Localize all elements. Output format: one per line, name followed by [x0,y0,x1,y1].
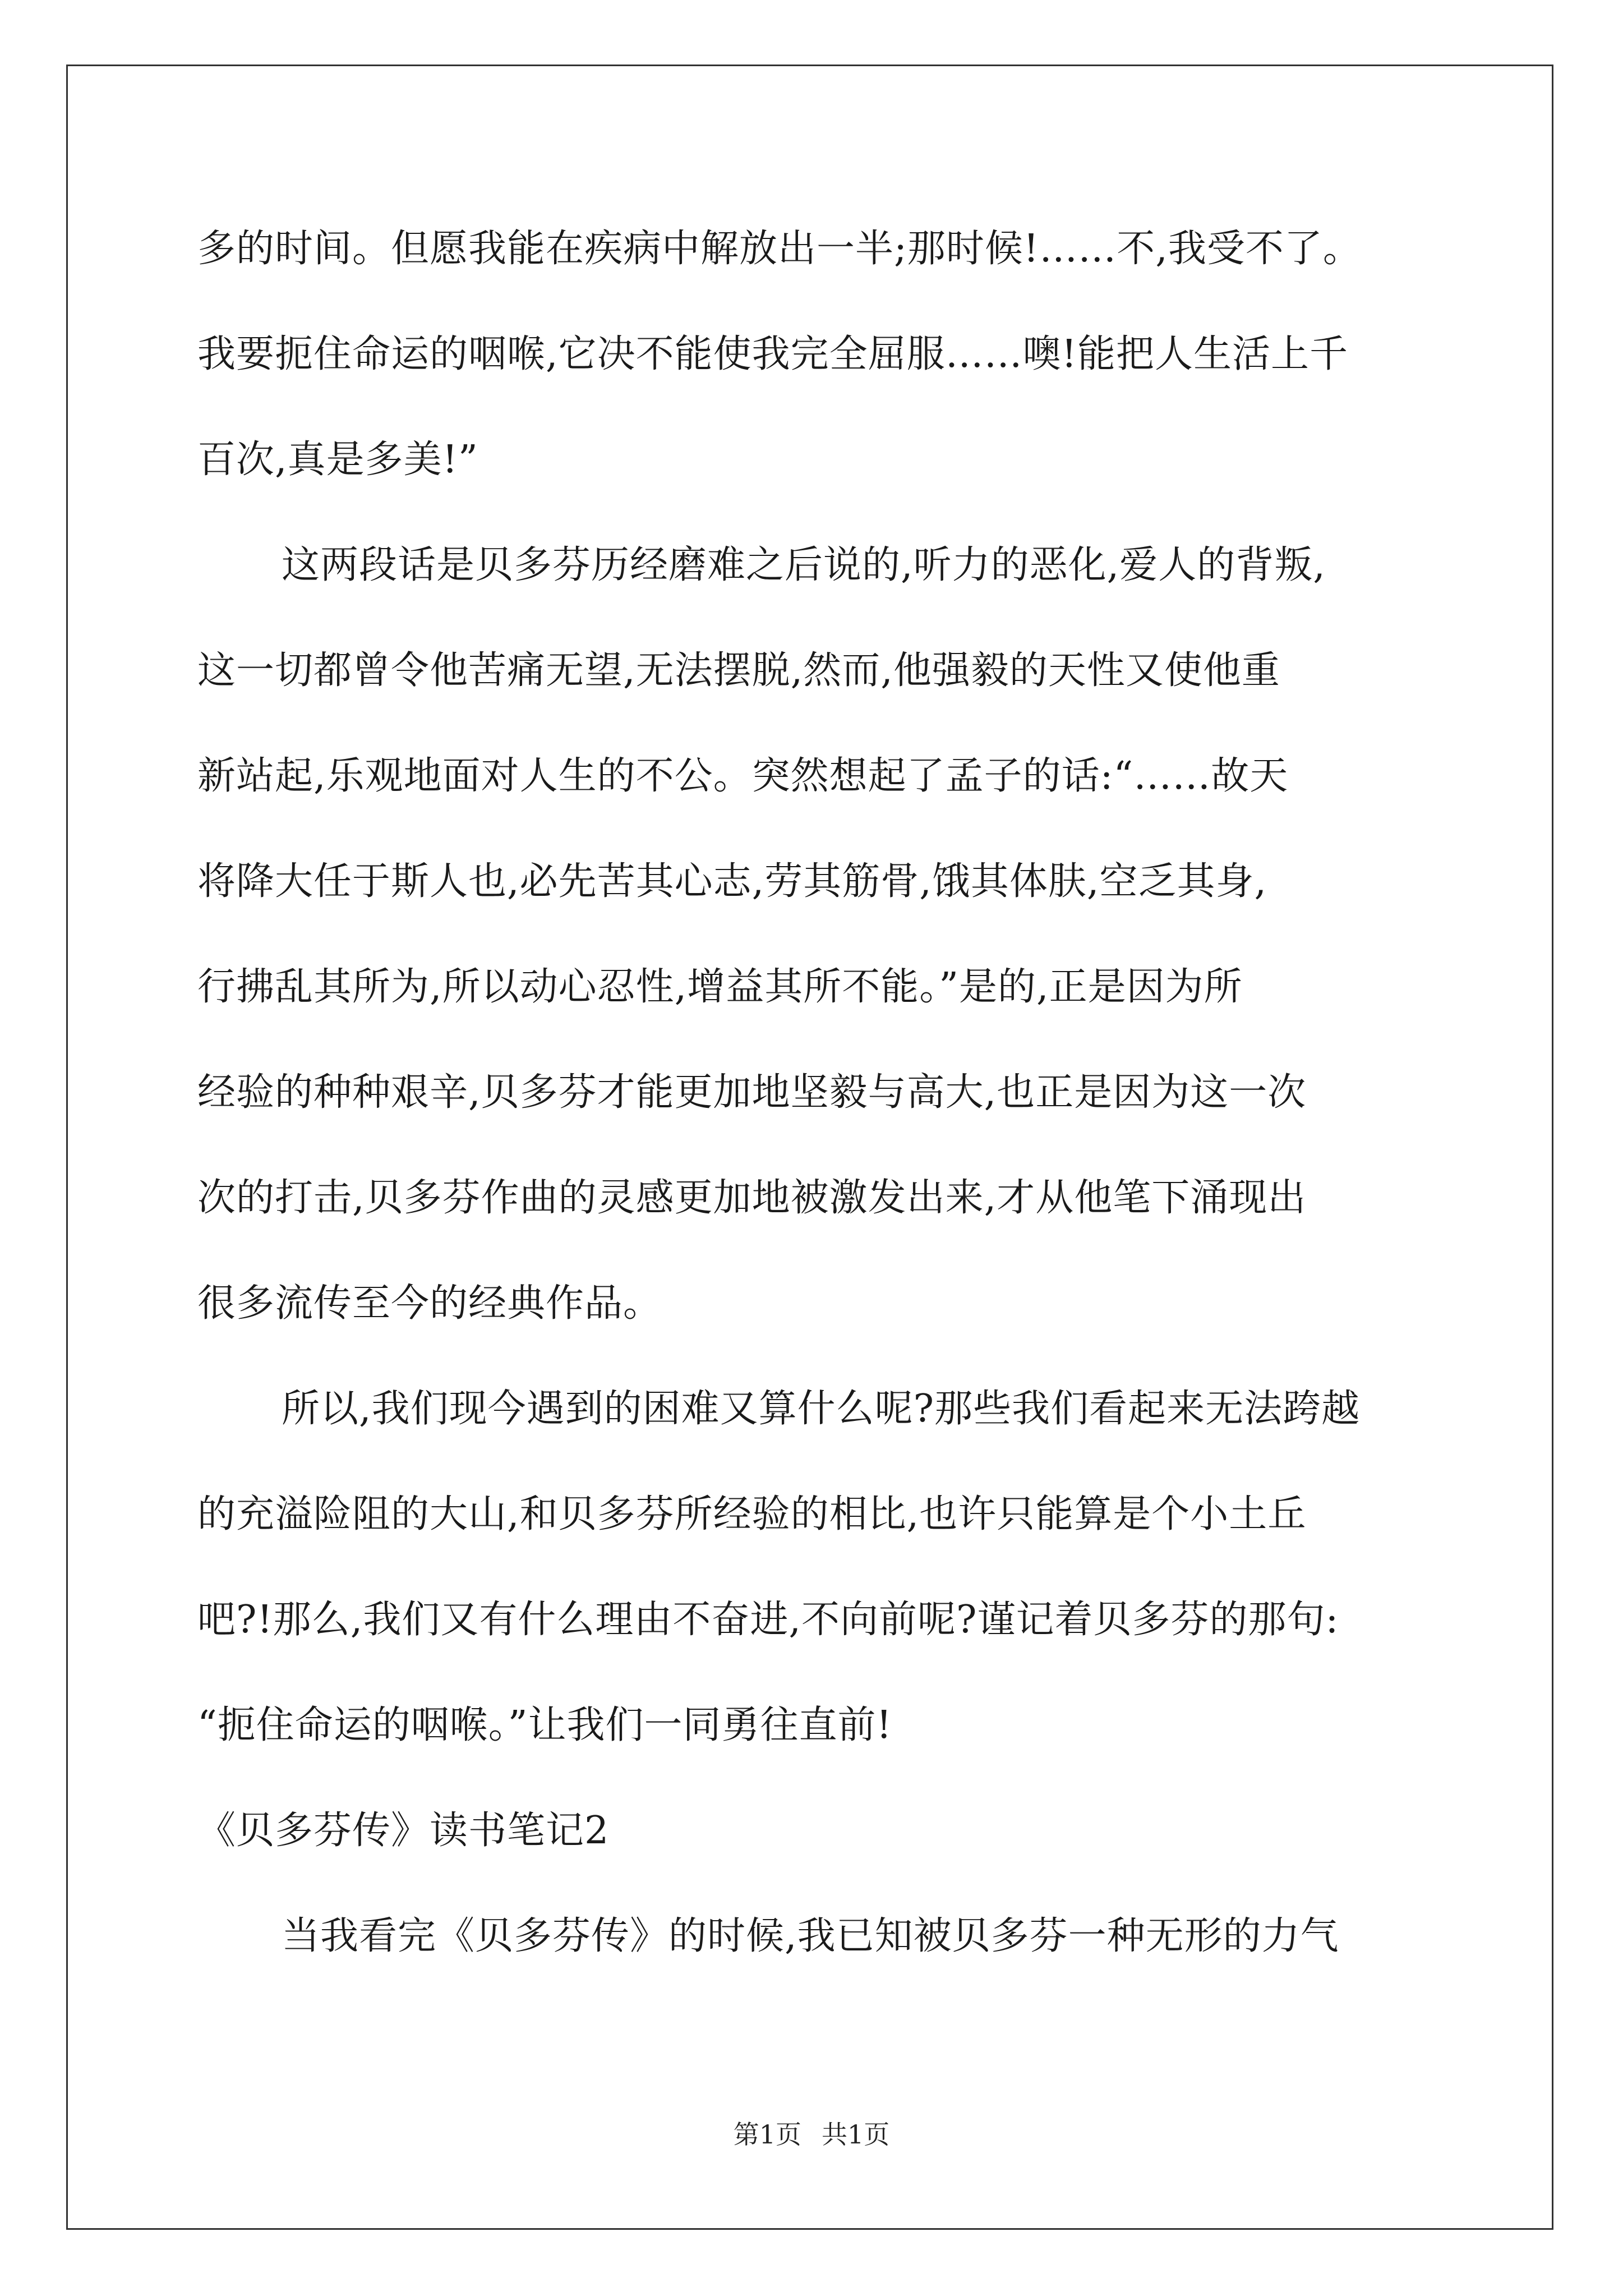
text-line: 很多流传至今的经典作品。 [197,1281,662,1326]
text-line: 次的打击,贝多芬作曲的灵感更加地被激发出来,才从他笔下涌现出 [197,1176,1307,1220]
text-line: 百次,真是多美!” [197,438,478,482]
text-line: 吧?!那么,我们又有什么理由不奋进,不向前呢?谨记着贝多芬的那句: [197,1598,1339,1642]
paragraph-start-line: 当我看完《贝多芬传》的时候,我已知被贝多芬一种无形的力气 [282,1914,1339,1958]
paragraph-start-line: 这两段话是贝多芬历经磨难之后说的,听力的恶化,爱人的背叛, [282,543,1326,587]
page-footer [0,2118,1623,2151]
text-line: 多的时间。但愿我能在疾病中解放出一半;那时候!……不,我受不了。 [197,227,1362,271]
text-line: 我要扼住命运的咽喉,它决不能使我完全屈服……噢!能把人生活上千 [197,332,1348,376]
page-number: 第1页 [733,2119,801,2150]
document-body [197,196,1431,1989]
text-line: 经验的种种艰辛,贝多芬才能更加地坚毅与高大,也正是因为这一次 [197,1070,1307,1115]
text-line: 新站起,乐观地面对人生的不公。突然想起了孟子的话:“……故天 [197,754,1289,798]
paragraph-start-line: 所以,我们现今遇到的困难又算什么呢?那些我们看起来无法跨越 [282,1387,1361,1431]
section-heading: 《贝多芬传》读书笔记2 [197,1809,610,1853]
text-line: 将降大任于斯人也,必先苦其心志,劳其筋骨,饿其体肤,空乏其身, [197,859,1267,904]
text-line: 的充溢险阻的大山,和贝多芬所经验的相比,也许只能算是个小土丘 [197,1492,1307,1536]
text-line: 行拂乱其所为,所以动心忍性,增益其所不能。”是的,正是因为所 [197,965,1243,1009]
text-line: 这一切都曾令他苦痛无望,无法摆脱,然而,他强毅的天性又使他重 [197,648,1280,693]
text-line: “扼住命运的咽喉。”让我们一同勇往直前! [197,1703,892,1747]
page-total: 共1页 [822,2119,890,2150]
